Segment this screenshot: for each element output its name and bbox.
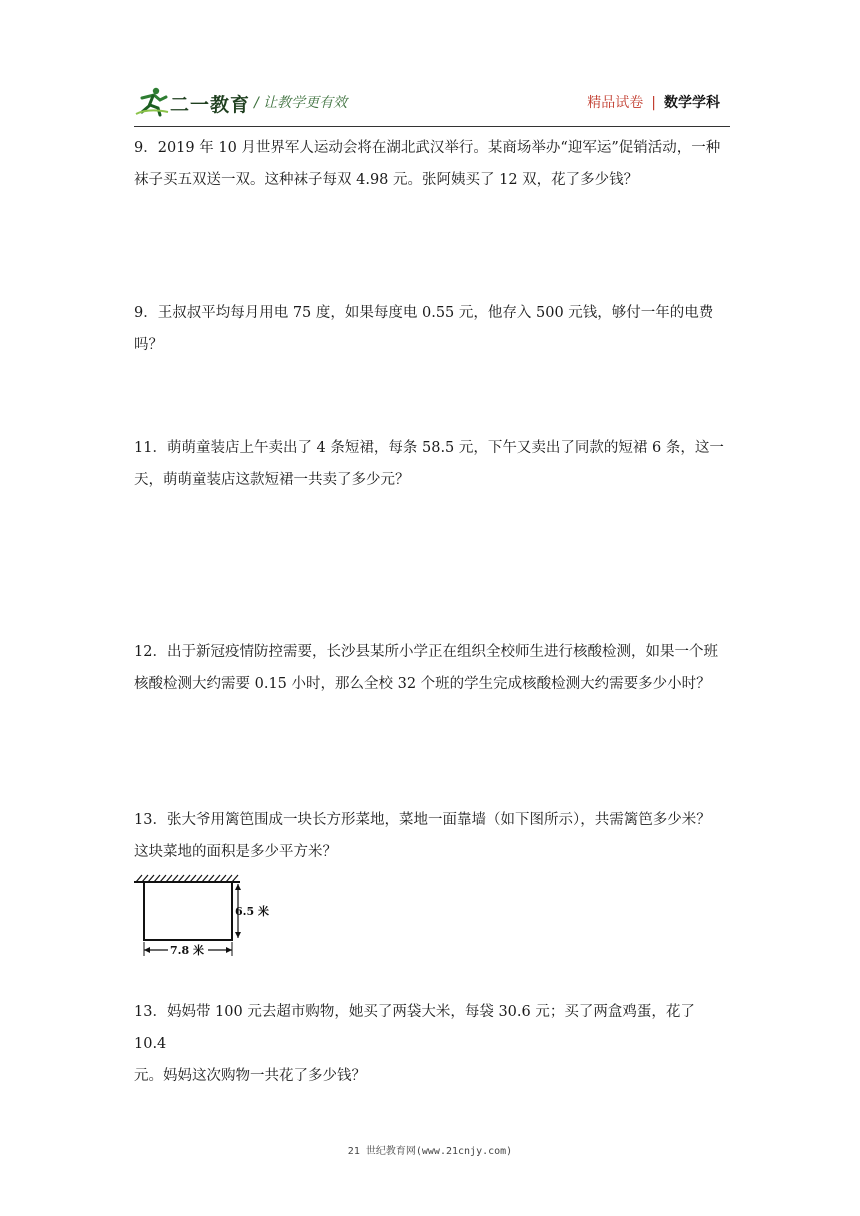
question-2	[134, 297, 730, 361]
logo-text: 二一教育	[170, 94, 251, 116]
question-line: 12．出于新冠疫情防控需要，长沙县某所小学正在组织全校师生进行核酸检测，如果一个班	[134, 644, 718, 660]
question-line: 13．妈妈带 100 元去超市购物，她买了两袋大米，每袋 30.6 元；买了两盒鸡蛋，花了 10.4	[134, 1004, 695, 1052]
question-line: 袜子买五双送一双。这种袜子每双 4.98 元。张阿姨买了 12 双，花了多少钱？	[134, 172, 639, 188]
height-label: 6.5 米	[235, 905, 269, 918]
question-line: 元。妈妈这次购物一共花了多少钱？	[134, 1068, 366, 1084]
question-4	[134, 636, 730, 700]
header-tags	[587, 92, 720, 112]
tag-separator: |	[651, 95, 656, 111]
vegetable-plot-figure	[132, 872, 272, 960]
question-line: 9．王叔叔平均每月用电 75 度，如果每度电 0.55 元，他存入 500 元钱，够付一年的电费吗？	[134, 305, 714, 353]
fence-outline	[144, 882, 232, 940]
question-line: 天，萌萌童装店这款短裙一共卖了多少元？	[134, 472, 410, 488]
width-label: 7.8 米	[170, 944, 204, 957]
page-header	[134, 82, 730, 126]
logo	[134, 84, 274, 118]
tag-subject: 数学学科	[664, 95, 720, 111]
wall-hatching	[136, 875, 238, 882]
header-divider	[134, 126, 730, 127]
question-line: 核酸检测大约需要 0.15 小时，那么全校 32 个班的学生完成核酸检测大约需要多少小时？	[134, 676, 711, 692]
question-5	[134, 804, 730, 868]
question-1	[134, 132, 730, 196]
tag-premium-paper: 精品试卷	[587, 95, 644, 111]
question-line: 13．张大爷用篱笆围成一块长方形菜地，菜地一面靠墙（如下图所示），共需篱笆多少米？	[134, 812, 711, 828]
question-line: 这块菜地的面积是多少平方米？	[134, 844, 337, 860]
slogan: / 让教学更有效	[254, 95, 348, 111]
rectangle-plot-diagram	[132, 872, 272, 960]
question-6	[134, 996, 730, 1092]
question-line: 11．萌萌童装店上午卖出了 4 条短裙，每条 58.5 元，下午又卖出了同款的短裙 6 条，这一	[134, 440, 724, 456]
question-line: 9．2019 年 10 月世界军人运动会将在湖北武汉举行。某商场举办“迎军运”促销活动，一种	[134, 140, 721, 156]
page-footer: 21 世纪教育网(www.21cnjy.com)	[347, 1146, 513, 1157]
question-3	[134, 432, 730, 496]
runner-logo-icon	[134, 84, 170, 118]
